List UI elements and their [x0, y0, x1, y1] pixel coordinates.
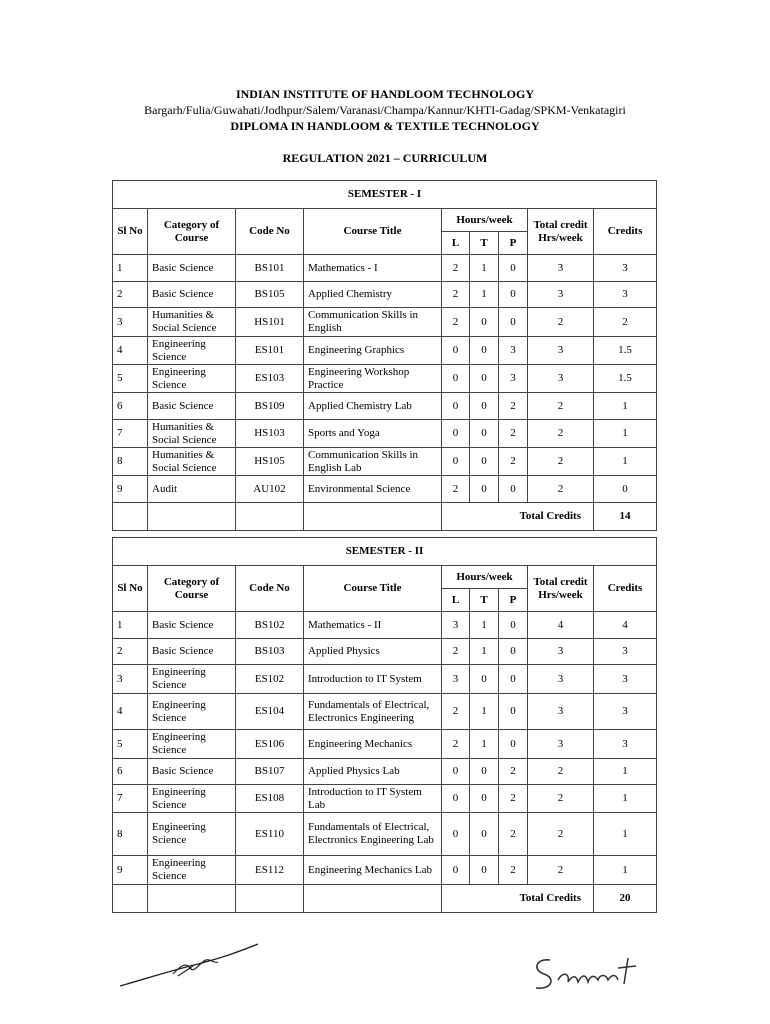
category-cell: Humanities & Social Science: [148, 420, 236, 448]
tutorial-hours-cell: 0: [470, 759, 499, 785]
hours-week-header: Hours/week: [442, 209, 528, 232]
document-header: [0, 86, 770, 166]
sl-no-cell: 5: [113, 730, 148, 759]
course-row: [113, 476, 657, 503]
tutorial-hours-cell: 0: [470, 337, 499, 365]
course-title-cell: Engineering Workshop Practice: [304, 365, 442, 393]
practical-hours-cell: 2: [499, 813, 528, 856]
lecture-hours-cell: 0: [442, 785, 470, 813]
lecture-header: L: [442, 232, 470, 255]
sl-no-cell: 6: [113, 393, 148, 420]
category-cell: Engineering Science: [148, 856, 236, 885]
credits-cell: 4: [594, 612, 657, 639]
lecture-hours-cell: 0: [442, 393, 470, 420]
empty-cell: [304, 503, 442, 531]
total-credit-cell: 2: [528, 476, 594, 503]
credits-cell: 2: [594, 308, 657, 337]
empty-cell: [148, 503, 236, 531]
sl-no-cell: 5: [113, 365, 148, 393]
course-title-cell: Engineering Mechanics: [304, 730, 442, 759]
lecture-hours-cell: 0: [442, 856, 470, 885]
total-credit-cell: 2: [528, 856, 594, 885]
practical-hours-cell: 2: [499, 856, 528, 885]
regulation-title: REGULATION 2021 – CURRICULUM: [282, 151, 488, 165]
course-title-header: Course Title: [304, 566, 442, 612]
tutorial-header: T: [470, 589, 499, 612]
tutorial-hours-cell: 0: [470, 365, 499, 393]
sl-no-cell: 8: [113, 448, 148, 476]
category-cell: Engineering Science: [148, 337, 236, 365]
tutorial-hours-cell: 0: [470, 308, 499, 337]
code-cell: AU102: [236, 476, 304, 503]
course-row: [113, 639, 657, 665]
tutorial-hours-cell: 0: [470, 856, 499, 885]
sl-no-cell: 1: [113, 612, 148, 639]
credits-cell: 1: [594, 856, 657, 885]
lecture-hours-cell: 2: [442, 476, 470, 503]
code-cell: ES106: [236, 730, 304, 759]
total-credits-row: [113, 885, 657, 913]
semester-1-table: [112, 180, 657, 531]
course-title-cell: Communication Skills in English Lab: [304, 448, 442, 476]
sl-no-cell: 2: [113, 639, 148, 665]
category-cell: Basic Science: [148, 612, 236, 639]
category-cell: Engineering Science: [148, 665, 236, 694]
category-cell: Engineering Science: [148, 694, 236, 730]
course-row: [113, 282, 657, 308]
course-row: [113, 612, 657, 639]
category-cell: Audit: [148, 476, 236, 503]
code-cell: ES108: [236, 785, 304, 813]
course-title-cell: Sports and Yoga: [304, 420, 442, 448]
sl-no-cell: 4: [113, 337, 148, 365]
tutorial-hours-cell: 1: [470, 730, 499, 759]
course-row: [113, 665, 657, 694]
category-cell: Basic Science: [148, 393, 236, 420]
practical-hours-cell: 2: [499, 785, 528, 813]
course-row: [113, 448, 657, 476]
column-header-row: [113, 209, 657, 232]
tutorial-hours-cell: 1: [470, 639, 499, 665]
credits-cell: 1: [594, 813, 657, 856]
course-row: [113, 730, 657, 759]
course-row: [113, 759, 657, 785]
practical-header: P: [499, 589, 528, 612]
empty-cell: [148, 885, 236, 913]
course-title-cell: Introduction to IT System: [304, 665, 442, 694]
lecture-hours-cell: 2: [442, 639, 470, 665]
practical-hours-cell: 0: [499, 665, 528, 694]
lecture-hours-cell: 0: [442, 337, 470, 365]
credits-cell: 3: [594, 694, 657, 730]
course-row: [113, 337, 657, 365]
tutorial-hours-cell: 1: [470, 282, 499, 308]
course-row: [113, 420, 657, 448]
course-row: [113, 785, 657, 813]
credits-cell: 3: [594, 730, 657, 759]
total-credit-cell: 3: [528, 337, 594, 365]
total-credits-label: Total Credits: [442, 503, 594, 531]
code-cell: BS103: [236, 639, 304, 665]
course-row: [113, 365, 657, 393]
empty-cell: [236, 885, 304, 913]
code-cell: ES110: [236, 813, 304, 856]
semester-2-table: [112, 537, 657, 913]
credits-cell: 1.5: [594, 337, 657, 365]
total-credit-cell: 4: [528, 612, 594, 639]
empty-cell: [236, 503, 304, 531]
lecture-hours-cell: 2: [442, 308, 470, 337]
total-credits-value: 14: [594, 503, 657, 531]
code-cell: ES103: [236, 365, 304, 393]
code-header: Code No: [236, 209, 304, 255]
total-credits-value: 20: [594, 885, 657, 913]
tutorial-hours-cell: 1: [470, 255, 499, 282]
hours-week-header: Hours/week: [442, 566, 528, 589]
semester-title-row: [113, 181, 657, 209]
course-row: [113, 255, 657, 282]
total-credit-cell: 3: [528, 730, 594, 759]
lecture-hours-cell: 0: [442, 813, 470, 856]
practical-hours-cell: 0: [499, 255, 528, 282]
total-credit-cell: 2: [528, 759, 594, 785]
credits-header: Credits: [594, 209, 657, 255]
credits-cell: 1: [594, 785, 657, 813]
category-cell: Humanities & Social Science: [148, 308, 236, 337]
course-row: [113, 694, 657, 730]
course-title-cell: Engineering Graphics: [304, 337, 442, 365]
course-title-cell: Communication Skills in English: [304, 308, 442, 337]
category-cell: Basic Science: [148, 639, 236, 665]
lecture-hours-cell: 2: [442, 255, 470, 282]
practical-hours-cell: 0: [499, 694, 528, 730]
category-cell: Engineering Science: [148, 365, 236, 393]
total-credit-cell: 3: [528, 665, 594, 694]
category-cell: Humanities & Social Science: [148, 448, 236, 476]
credits-cell: 0: [594, 476, 657, 503]
lecture-hours-cell: 2: [442, 282, 470, 308]
lecture-hours-cell: 0: [442, 420, 470, 448]
column-header-row: [113, 566, 657, 589]
category-cell: Basic Science: [148, 282, 236, 308]
code-cell: BS102: [236, 612, 304, 639]
right-signature-image: [528, 950, 663, 1000]
code-cell: BS101: [236, 255, 304, 282]
code-header: Code No: [236, 566, 304, 612]
total-credit-cell: 2: [528, 308, 594, 337]
code-cell: ES112: [236, 856, 304, 885]
sl-no-cell: 7: [113, 420, 148, 448]
total-credit-cell: 3: [528, 365, 594, 393]
empty-cell: [304, 885, 442, 913]
practical-header: P: [499, 232, 528, 255]
category-cell: Basic Science: [148, 255, 236, 282]
course-title-cell: Applied Physics: [304, 639, 442, 665]
total-credits-row: [113, 503, 657, 531]
course-title-cell: Mathematics - I: [304, 255, 442, 282]
practical-hours-cell: 2: [499, 393, 528, 420]
lecture-header: L: [442, 589, 470, 612]
category-cell: Engineering Science: [148, 730, 236, 759]
sl-no-cell: 3: [113, 665, 148, 694]
course-title-cell: Environmental Science: [304, 476, 442, 503]
tutorial-hours-cell: 0: [470, 813, 499, 856]
category-header: Category of Course: [148, 566, 236, 612]
total-credit-cell: 2: [528, 393, 594, 420]
sl-no-header: Sl No: [113, 566, 148, 612]
credits-cell: 3: [594, 282, 657, 308]
total-credits-label: Total Credits: [442, 885, 594, 913]
total-credit-cell: 3: [528, 639, 594, 665]
total-credit-cell: 2: [528, 420, 594, 448]
tutorial-hours-cell: 1: [470, 612, 499, 639]
practical-hours-cell: 0: [499, 476, 528, 503]
practical-hours-cell: 0: [499, 639, 528, 665]
category-cell: Engineering Science: [148, 813, 236, 856]
course-title-cell: Applied Chemistry: [304, 282, 442, 308]
credits-cell: 1: [594, 420, 657, 448]
tutorial-header: T: [470, 232, 499, 255]
practical-hours-cell: 2: [499, 759, 528, 785]
total-credit-cell: 2: [528, 813, 594, 856]
code-cell: ES101: [236, 337, 304, 365]
course-title-cell: Mathematics - II: [304, 612, 442, 639]
sl-no-cell: 7: [113, 785, 148, 813]
credits-cell: 3: [594, 255, 657, 282]
course-title-header: Course Title: [304, 209, 442, 255]
total-credit-cell: 2: [528, 448, 594, 476]
lecture-hours-cell: 0: [442, 365, 470, 393]
category-header: Category of Course: [148, 209, 236, 255]
practical-hours-cell: 0: [499, 612, 528, 639]
code-cell: ES102: [236, 665, 304, 694]
total-credit-cell: 2: [528, 785, 594, 813]
course-title-cell: Fundamentals of Electrical, Electronics Engineering: [304, 694, 442, 730]
course-row: [113, 393, 657, 420]
total-credit-cell: 3: [528, 282, 594, 308]
practical-hours-cell: 2: [499, 420, 528, 448]
lecture-hours-cell: 0: [442, 448, 470, 476]
credits-cell: 1: [594, 759, 657, 785]
sl-no-header: Sl No: [113, 209, 148, 255]
practical-hours-cell: 0: [499, 730, 528, 759]
code-cell: HS103: [236, 420, 304, 448]
course-title-cell: Engineering Mechanics Lab: [304, 856, 442, 885]
tutorial-hours-cell: 0: [470, 785, 499, 813]
tutorial-hours-cell: 0: [470, 420, 499, 448]
tutorial-hours-cell: 1: [470, 694, 499, 730]
sl-no-cell: 8: [113, 813, 148, 856]
practical-hours-cell: 2: [499, 448, 528, 476]
total-credit-cell: 3: [528, 255, 594, 282]
credits-cell: 1.5: [594, 365, 657, 393]
category-cell: Basic Science: [148, 759, 236, 785]
institute-locations: Bargarh/Fulia/Guwahati/Jodhpur/Salem/Varanasi/Champa/Kannur/KHTI-Gadag/SPKM-Venkatagiri: [144, 103, 626, 117]
course-row: [113, 813, 657, 856]
practical-hours-cell: 3: [499, 365, 528, 393]
credits-header: Credits: [594, 566, 657, 612]
credits-cell: 1: [594, 393, 657, 420]
practical-hours-cell: 0: [499, 308, 528, 337]
sl-no-cell: 6: [113, 759, 148, 785]
empty-cell: [113, 503, 148, 531]
sl-no-cell: 4: [113, 694, 148, 730]
lecture-hours-cell: 2: [442, 694, 470, 730]
credits-cell: 3: [594, 639, 657, 665]
semester-title-row: [113, 538, 657, 566]
code-cell: HS105: [236, 448, 304, 476]
lecture-hours-cell: 0: [442, 759, 470, 785]
semester-title: SEMESTER - II: [113, 538, 657, 566]
practical-hours-cell: 3: [499, 337, 528, 365]
category-cell: Engineering Science: [148, 785, 236, 813]
course-title-cell: Applied Physics Lab: [304, 759, 442, 785]
sl-no-cell: 2: [113, 282, 148, 308]
empty-cell: [113, 885, 148, 913]
credits-cell: 3: [594, 665, 657, 694]
sl-no-cell: 9: [113, 856, 148, 885]
sl-no-cell: 3: [113, 308, 148, 337]
diploma-title: DIPLOMA IN HANDLOOM & TEXTILE TECHNOLOGY: [230, 119, 540, 133]
tutorial-hours-cell: 0: [470, 448, 499, 476]
sl-no-cell: 1: [113, 255, 148, 282]
course-title-cell: Introduction to IT System Lab: [304, 785, 442, 813]
course-row: [113, 856, 657, 885]
semester-title: SEMESTER - I: [113, 181, 657, 209]
code-cell: BS105: [236, 282, 304, 308]
course-title-cell: Fundamentals of Electrical, Electronics Engineering Lab: [304, 813, 442, 856]
left-signature-image: [118, 938, 268, 993]
lecture-hours-cell: 3: [442, 612, 470, 639]
tutorial-hours-cell: 0: [470, 476, 499, 503]
course-row: [113, 308, 657, 337]
sl-no-cell: 9: [113, 476, 148, 503]
code-cell: BS107: [236, 759, 304, 785]
total-credit-cell: 3: [528, 694, 594, 730]
lecture-hours-cell: 3: [442, 665, 470, 694]
code-cell: BS109: [236, 393, 304, 420]
tutorial-hours-cell: 0: [470, 393, 499, 420]
institute-name: INDIAN INSTITUTE OF HANDLOOM TECHNOLOGY: [235, 87, 535, 101]
tutorial-hours-cell: 0: [470, 665, 499, 694]
code-cell: ES104: [236, 694, 304, 730]
lecture-hours-cell: 2: [442, 730, 470, 759]
course-title-cell: Applied Chemistry Lab: [304, 393, 442, 420]
total-credit-header: Total credit Hrs/week: [528, 209, 594, 255]
practical-hours-cell: 0: [499, 282, 528, 308]
code-cell: HS101: [236, 308, 304, 337]
total-credit-header: Total credit Hrs/week: [528, 566, 594, 612]
credits-cell: 1: [594, 448, 657, 476]
